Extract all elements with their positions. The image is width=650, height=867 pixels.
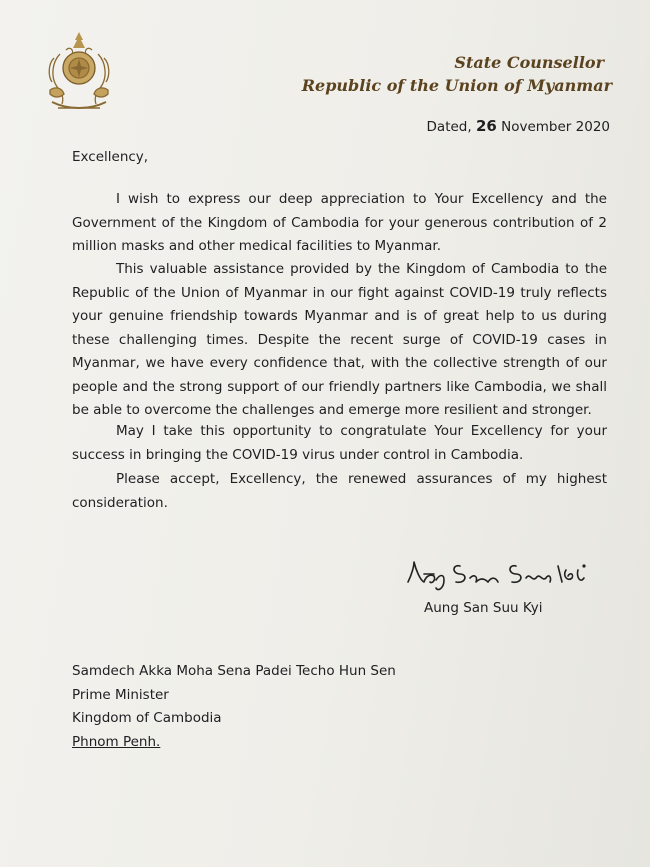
letterhead-subtitle: Republic of the Union of Myanmar [301, 76, 612, 95]
signer-name: Aung San Suu Kyi [424, 600, 543, 616]
body-paragraph-2: This valuable assistance provided by the Kingdom of Cambodia to the Republic of the Union of Myanmar in our fight against COVID-19 truly reflects your genuine friendship towards Myanmar and is of great help to us during these challenging times. Despite the recent surge of COVID-19 cases in Myanmar, we have every confidence that, with the collective strength of our people and the strong support of our friendly partners like Cambodia, we shall be able to overcome the challenges and emerge more resilient and stronger. [72, 261, 607, 418]
recipient-country: Kingdom of Cambodia [72, 710, 222, 726]
letterhead-title: State Counsellor [454, 53, 604, 72]
salutation: Excellency, [72, 149, 149, 165]
letterhead [302, 52, 612, 98]
letter-date [427, 117, 610, 135]
recipient-name: Samdech Akka Moha Sena Padei Techo Hun Sen [72, 663, 396, 679]
state-emblem-icon [38, 28, 120, 114]
date-month-year: November 2020 [496, 119, 610, 135]
recipient-block [72, 660, 396, 754]
date-day: 26 [475, 117, 497, 135]
date-prefix: Dated, [426, 119, 476, 135]
recipient-city: Phnom Penh. [72, 733, 161, 750]
body-paragraph-3: May I take this opportunity to congratulate Your Excellency for your success in bringing the COVID-19 virus under control in Cambodia. [72, 423, 607, 463]
body-paragraph-1: I wish to express our deep appreciation to Your Excellency and the Government of the Kingdom of Cambodia for your generous contribution of 2 million masks and other medical facilities to Myanmar. [72, 191, 607, 254]
body-paragraph-4: Please accept, Excellency, the renewed assurances of my highest consideration. [72, 471, 607, 511]
recipient-title: Prime Minister [72, 686, 169, 703]
handwritten-signature [400, 552, 600, 596]
